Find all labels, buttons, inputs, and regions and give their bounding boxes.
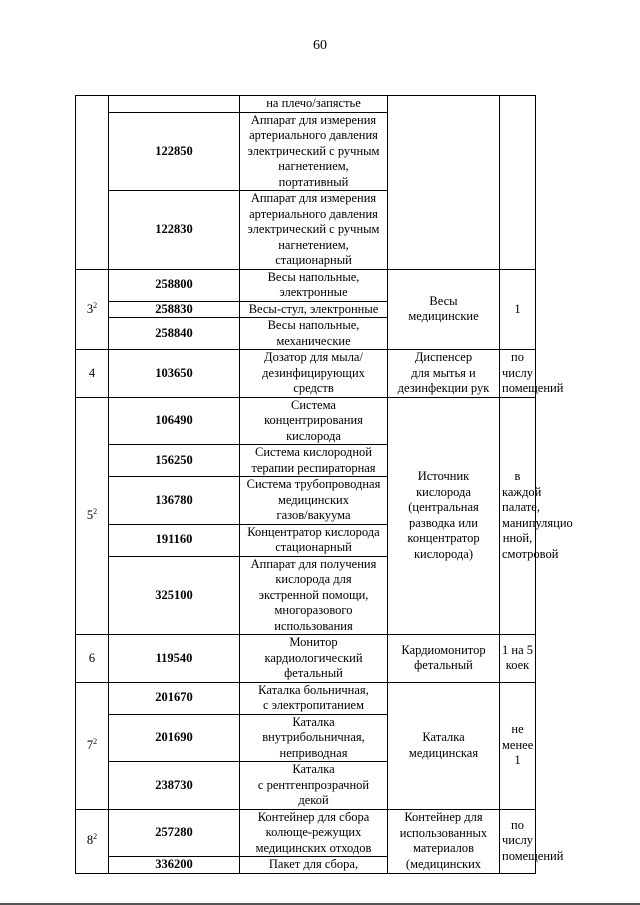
code-cell: 201670	[109, 682, 240, 714]
table-row	[76, 96, 536, 113]
num-value: 5	[86, 508, 94, 522]
kind-cell: Диспенсер для мытья и дезинфекции рук	[388, 350, 500, 398]
name-cell: Аппарат для измерения артериального давления электрический с ручным нагнетением, стационарный	[240, 191, 388, 270]
page-number: 60	[313, 38, 327, 53]
name-cell: Дозатор для мыла/ дезинфицирующих средств	[240, 350, 388, 398]
code-cell: 258840	[109, 318, 240, 350]
name-cell: Весы напольные, электронные	[240, 269, 388, 301]
code-cell: 258830	[109, 301, 240, 318]
kind-cell: Источник кислорода (центральная разводка или концентратор кислорода)	[388, 397, 500, 635]
code-cell: 122830	[109, 191, 240, 270]
name-cell: Контейнер для сбора колюще-режущих медицинских отходов	[240, 809, 388, 857]
kind-cell: Весы медицинские	[388, 269, 500, 350]
code-cell: 156250	[109, 445, 240, 477]
qty-cell: 1 на 5 коек	[500, 635, 536, 683]
table-row	[76, 350, 536, 398]
num-cell	[76, 397, 109, 635]
code-cell: 106490	[109, 397, 240, 445]
name-cell: Система концентрирования кислорода	[240, 397, 388, 445]
code-cell: 257280	[109, 809, 240, 857]
num-value: 7	[86, 737, 94, 752]
num-cell	[76, 809, 109, 873]
table-row	[76, 809, 536, 857]
kind-cell: Каталка медицинская	[388, 682, 500, 809]
equipment-table	[75, 95, 573, 874]
code-cell: 336200	[109, 857, 240, 874]
num-cell: 6	[76, 635, 109, 683]
name-cell: Каталка больничная, с электропитанием	[240, 682, 388, 714]
num-cell	[76, 269, 109, 350]
kind-cell	[388, 96, 500, 270]
code-cell: 238730	[109, 762, 240, 810]
num-superscript: 2	[93, 832, 98, 842]
qty-cell	[500, 96, 536, 270]
name-cell: Система кислородной терапии респираторная	[240, 445, 388, 477]
num-superscript: 2	[93, 506, 98, 516]
code-cell: 258800	[109, 269, 240, 301]
code-cell	[109, 96, 240, 113]
kind-cell: Контейнер для использованных материалов (медицинских	[388, 809, 500, 873]
code-cell: 122850	[109, 112, 240, 191]
num-cell: 4	[76, 350, 109, 398]
table-row	[76, 397, 536, 445]
qty-cell: 1	[500, 269, 536, 350]
num-superscript: 2	[93, 736, 98, 746]
code-cell: 103650	[109, 350, 240, 398]
qty-cell: по числу помещений	[500, 809, 536, 873]
name-cell: Пакет для сбора,	[240, 857, 388, 874]
name-cell: Система трубопроводная медицинских газов/вакуума	[240, 477, 388, 525]
name-cell: Монитор кардиологический фетальный	[240, 635, 388, 683]
table-row	[76, 682, 536, 714]
kind-cell: Кардиомонитор фетальный	[388, 635, 500, 683]
qty-cell: не менее 1	[500, 682, 536, 809]
name-cell: Аппарат для измерения артериального давления электрический с ручным нагнетением, портативный	[240, 112, 388, 191]
num-cell	[76, 682, 109, 809]
name-cell: Концентратор кислорода стационарный	[240, 524, 388, 556]
table-row	[76, 269, 536, 301]
num-cell	[76, 96, 109, 270]
qty-cell: по числу помещений	[500, 350, 536, 398]
code-cell: 136780	[109, 477, 240, 525]
num-superscript: 2	[93, 300, 98, 310]
num-value: 8	[86, 833, 94, 848]
qty-cell: в каждой палате, манипуляцио нной, смотровой	[500, 397, 536, 635]
name-cell: на плечо/запястье	[240, 96, 388, 113]
name-cell: Каталка с рентгенпрозрачной декой	[240, 762, 388, 810]
name-cell: Весы-стул, электронные	[240, 301, 388, 318]
name-cell: Каталка внутрибольничная, неприводная	[240, 714, 388, 762]
code-cell: 119540	[109, 635, 240, 683]
name-cell: Аппарат для получения кислорода для экстренной помощи, многоразового использования	[240, 556, 388, 635]
code-cell: 191160	[109, 524, 240, 556]
table-row	[76, 635, 536, 683]
code-cell: 325100	[109, 556, 240, 635]
num-value: 3	[86, 301, 94, 316]
code-cell: 201690	[109, 714, 240, 762]
name-cell: Весы напольные, механические	[240, 318, 388, 350]
